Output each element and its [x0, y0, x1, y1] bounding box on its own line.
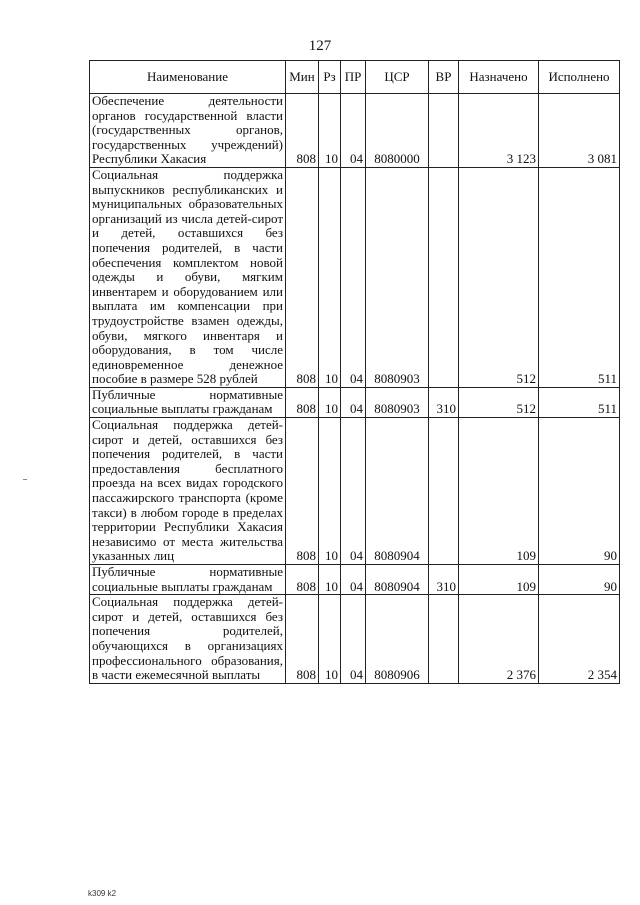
row-assigned: 3 123 — [459, 94, 539, 168]
row-name: Социальная поддержка детей-сирот и детей, оставшихся без попечения родителей, обучающихся в организациях профессионального образования, в части ежемесячной выплаты — [90, 595, 286, 684]
row-vr — [429, 418, 459, 565]
row-rz: 10 — [319, 595, 341, 684]
page-number: 127 — [308, 38, 332, 54]
row-csr: 8080903 — [366, 387, 429, 417]
row-vr: 310 — [429, 565, 459, 595]
row-assigned: 512 — [459, 387, 539, 417]
row-pr: 04 — [341, 595, 366, 684]
row-executed: 3 081 — [539, 94, 620, 168]
row-pr: 04 — [341, 418, 366, 565]
row-executed: 2 354 — [539, 595, 620, 684]
header-assigned: Назначено — [459, 61, 539, 94]
budget-table — [89, 60, 620, 684]
row-min: 808 — [286, 94, 319, 168]
row-assigned: 109 — [459, 418, 539, 565]
footer-code: k309 k2 — [88, 889, 117, 898]
row-vr — [429, 94, 459, 168]
row-csr: 8080904 — [366, 418, 429, 565]
row-name: Публичные нормативные социальные выплаты гражданам — [90, 565, 286, 595]
row-assigned: 109 — [459, 565, 539, 595]
row-name: Обеспечение деятельности органов государственной власти (государственных органов, государственных учреждений) Республики Хакасия — [90, 94, 286, 168]
row-min: 808 — [286, 167, 319, 387]
row-min: 808 — [286, 565, 319, 595]
row-csr: 8080000 — [366, 94, 429, 168]
row-name: Публичные нормативные социальные выплаты гражданам — [90, 387, 286, 417]
table-row — [90, 387, 620, 417]
header-csr: ЦСР — [366, 61, 429, 94]
row-vr — [429, 167, 459, 387]
header-pr: ПР — [341, 61, 366, 94]
row-rz: 10 — [319, 387, 341, 417]
header-vr: ВР — [429, 61, 459, 94]
row-pr: 04 — [341, 387, 366, 417]
row-executed: 511 — [539, 167, 620, 387]
row-min: 808 — [286, 387, 319, 417]
row-pr: 04 — [341, 565, 366, 595]
header-name: Наименование — [90, 61, 286, 94]
row-assigned: 2 376 — [459, 595, 539, 684]
header-executed: Исполнено — [539, 61, 620, 94]
margin-mark — [23, 479, 27, 480]
row-min: 808 — [286, 595, 319, 684]
table-row — [90, 565, 620, 595]
row-pr: 04 — [341, 167, 366, 387]
row-csr: 8080904 — [366, 565, 429, 595]
row-pr: 04 — [341, 94, 366, 168]
row-name: Социальная поддержка выпускников республиканских и муниципальных образовательных организаций из числа детей-сирот и детей, оставшихся без попечения родителей, в части обеспечения комплектом новой одежды и обуви, мягким инвентарем и оборудованием или выплата им компенсации при трудоустройстве взамен одежды, обуви, мягкого инвентаря и оборудования, в том числе единовременное денежное пособие в размере 528 рублей — [90, 167, 286, 387]
header-rz: Рз — [319, 61, 341, 94]
table-row — [90, 94, 620, 168]
row-rz: 10 — [319, 94, 341, 168]
table-row — [90, 595, 620, 684]
row-vr: 310 — [429, 387, 459, 417]
row-rz: 10 — [319, 565, 341, 595]
table-header-row — [90, 61, 620, 94]
row-assigned: 512 — [459, 167, 539, 387]
row-min: 808 — [286, 418, 319, 565]
table-row — [90, 167, 620, 387]
header-min: Мин — [286, 61, 319, 94]
row-name: Социальная поддержка детей-сирот и детей, оставшихся без попечения родителей, в части предоставления бесплатного проезда на всех видах городского пассажирского транспорта (кроме такси) в любом городе в пределах территории Республики Хакасия независимо от места жительства указанных лиц — [90, 418, 286, 565]
table-row — [90, 418, 620, 565]
row-rz: 10 — [319, 167, 341, 387]
row-csr: 8080906 — [366, 595, 429, 684]
row-executed: 90 — [539, 418, 620, 565]
row-executed: 90 — [539, 565, 620, 595]
row-rz: 10 — [319, 418, 341, 565]
row-csr: 8080903 — [366, 167, 429, 387]
row-executed: 511 — [539, 387, 620, 417]
row-vr — [429, 595, 459, 684]
